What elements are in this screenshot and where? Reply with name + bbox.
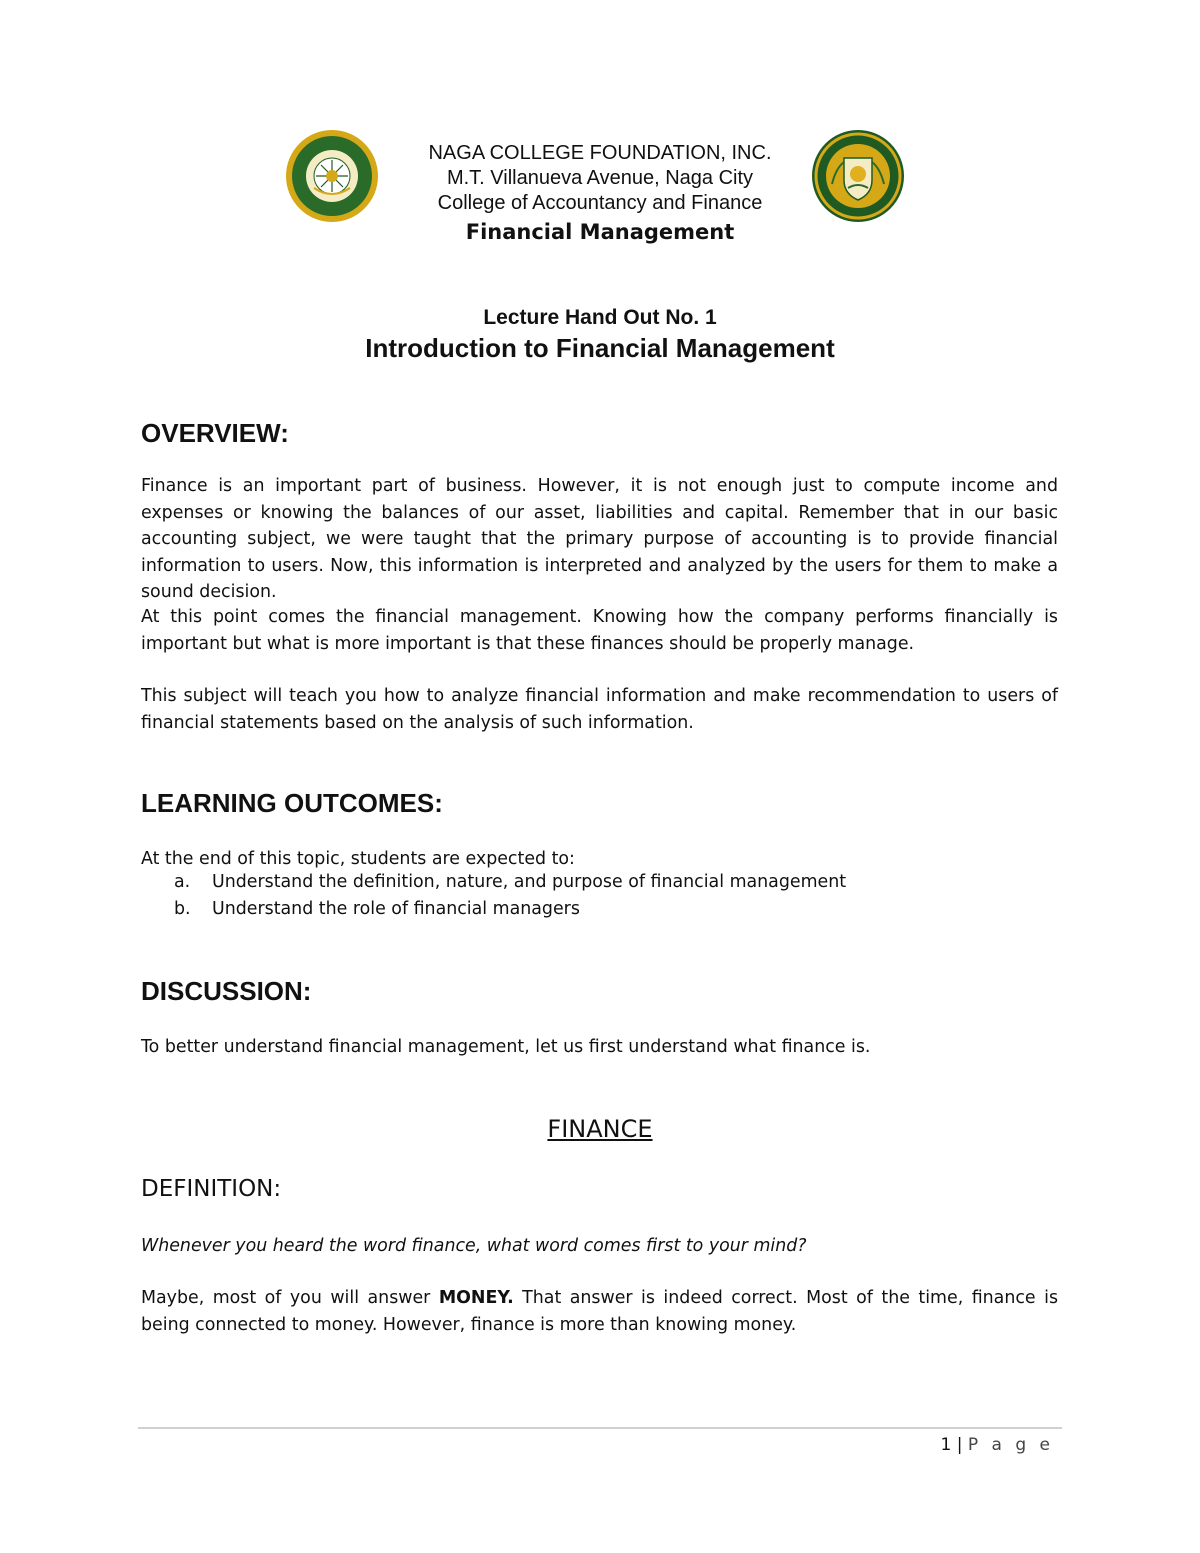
page-title: Introduction to Financial Management [365,333,835,363]
finance-answer [141,1285,1058,1338]
learning-outcomes-intro: At the end of this topic, students are expected to: [141,849,575,869]
overview-paragraph-1: Finance is an important part of business. However, it is not enough just to compute income and expenses or knowing the balances of our asset, liabilities and capital. Remember that in our basic accounting subject, we were taught that the primary purpose of accounting is to provide financial information to users. Now, this information is interpreted and analyzed by the users for them to make a sound decision. [141,476,1058,602]
list-item-text: Understand the role of financial managers [212,899,580,919]
money-emphasis: MONEY. [438,1288,514,1308]
page-separator: | [956,1435,963,1455]
page-label: P a g e [967,1435,1054,1455]
handout-number: Lecture Hand Out No. 1 [483,306,717,329]
institution-name: NAGA COLLEGE FOUNDATION, INC. [428,142,772,164]
overview-paragraph-2: At this point comes the financial management. Knowing how the company performs financially is important but what is more important is that these finances should be properly manage. [141,607,1058,654]
institution-address: M.T. Villanueva Avenue, Naga City [446,167,754,189]
page-number-footer [940,1435,1054,1455]
overview-paragraph-3: This subject will teach you how to analyze financial information and make recommendation to users of financial statements based on the analysis of such information. [141,686,1058,733]
list-marker: b. [174,899,191,919]
overview-heading: OVERVIEW: [141,418,289,448]
list-item-text: Understand the definition, nature, and purpose of financial management [212,872,847,892]
finance-question: Whenever you heard the word finance, what word comes first to your mind? [141,1236,807,1256]
definition-label: DEFINITION: [141,1176,282,1202]
page-number: 1 [940,1435,952,1455]
learning-outcomes-heading: LEARNING OUTCOMES: [141,788,443,818]
course-name: Financial Management [465,220,735,244]
college-name: College of Accountancy and Finance [437,192,763,214]
discussion-heading: DISCUSSION: [141,976,312,1006]
answer-text-end: That answer is indeed correct. Most of the time, finance is being connected to money. However, finance is more than knowing money. [141,1288,1059,1335]
answer-text-start: Maybe, most of you will answer [141,1288,439,1308]
footer-divider [138,1427,1062,1429]
discussion-text: To better understand financial management, let us first understand what finance is. [141,1037,871,1057]
finance-heading: FINANCE [547,1115,653,1143]
list-marker: a. [174,872,191,892]
